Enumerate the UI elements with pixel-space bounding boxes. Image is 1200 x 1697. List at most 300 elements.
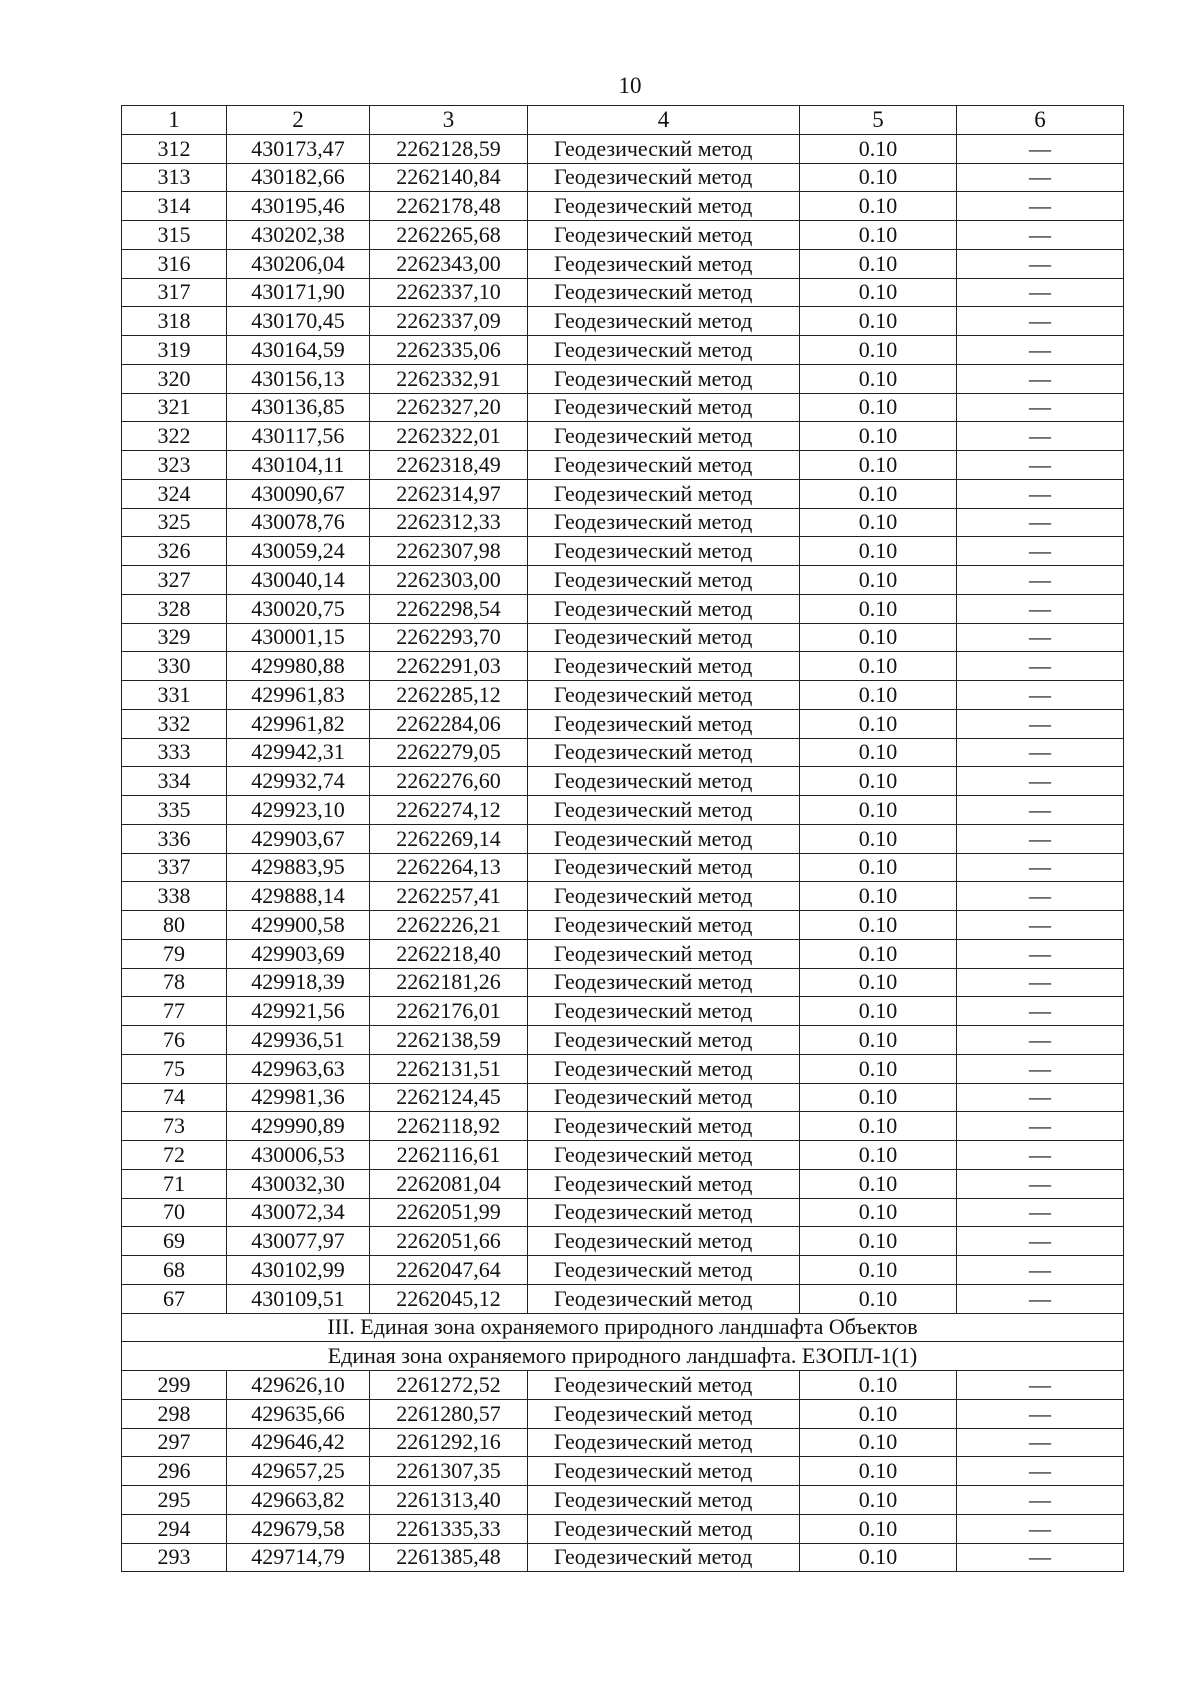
accuracy-cell: 0.10 bbox=[800, 307, 957, 336]
table-row bbox=[122, 1083, 1124, 1112]
x-coordinate-cell: 430078,76 bbox=[227, 508, 370, 537]
note-cell: — bbox=[957, 508, 1124, 537]
point-number-cell: 295 bbox=[122, 1486, 227, 1515]
y-coordinate-cell: 2262176,01 bbox=[370, 997, 528, 1026]
method-cell: Геодезический метод bbox=[528, 1428, 800, 1457]
method-cell: Геодезический метод bbox=[528, 1169, 800, 1198]
method-cell: Геодезический метод bbox=[528, 1486, 800, 1515]
y-coordinate-cell: 2262274,12 bbox=[370, 796, 528, 825]
accuracy-cell: 0.10 bbox=[800, 336, 957, 365]
table-row bbox=[122, 1514, 1124, 1543]
accuracy-cell: 0.10 bbox=[800, 997, 957, 1026]
y-coordinate-cell: 2262285,12 bbox=[370, 681, 528, 710]
subsection-title: Единая зона охраняемого природного ландшафта. ЕЗОПЛ-1(1) bbox=[122, 1342, 1124, 1371]
method-cell: Геодезический метод bbox=[528, 192, 800, 221]
method-cell: Геодезический метод bbox=[528, 738, 800, 767]
table-row bbox=[122, 1399, 1124, 1428]
accuracy-cell: 0.10 bbox=[800, 1169, 957, 1198]
x-coordinate-cell: 430077,97 bbox=[227, 1227, 370, 1256]
note-cell: — bbox=[957, 709, 1124, 738]
point-number-cell: 71 bbox=[122, 1169, 227, 1198]
column-header: 2 bbox=[227, 106, 370, 135]
x-coordinate-cell: 430090,67 bbox=[227, 479, 370, 508]
point-number-cell: 336 bbox=[122, 824, 227, 853]
note-cell: — bbox=[957, 1256, 1124, 1285]
table-row bbox=[122, 1169, 1124, 1198]
note-cell: — bbox=[957, 652, 1124, 681]
note-cell: — bbox=[957, 796, 1124, 825]
note-cell: — bbox=[957, 1227, 1124, 1256]
point-number-cell: 329 bbox=[122, 623, 227, 652]
accuracy-cell: 0.10 bbox=[800, 911, 957, 940]
note-cell: — bbox=[957, 422, 1124, 451]
x-coordinate-cell: 429936,51 bbox=[227, 1026, 370, 1055]
method-cell: Геодезический метод bbox=[528, 1371, 800, 1400]
column-header: 5 bbox=[800, 106, 957, 135]
y-coordinate-cell: 2262116,61 bbox=[370, 1141, 528, 1170]
point-number-cell: 325 bbox=[122, 508, 227, 537]
subsection-title-row bbox=[122, 1342, 1124, 1371]
table-row bbox=[122, 221, 1124, 250]
table-row bbox=[122, 997, 1124, 1026]
x-coordinate-cell: 430102,99 bbox=[227, 1256, 370, 1285]
method-cell: Геодезический метод bbox=[528, 221, 800, 250]
accuracy-cell: 0.10 bbox=[800, 1371, 957, 1400]
y-coordinate-cell: 2262337,09 bbox=[370, 307, 528, 336]
method-cell: Геодезический метод bbox=[528, 1514, 800, 1543]
table-row bbox=[122, 1486, 1124, 1515]
point-number-cell: 312 bbox=[122, 134, 227, 163]
y-coordinate-cell: 2261335,33 bbox=[370, 1514, 528, 1543]
x-coordinate-cell: 430170,45 bbox=[227, 307, 370, 336]
accuracy-cell: 0.10 bbox=[800, 134, 957, 163]
accuracy-cell: 0.10 bbox=[800, 163, 957, 192]
note-cell: — bbox=[957, 364, 1124, 393]
x-coordinate-cell: 430173,47 bbox=[227, 134, 370, 163]
method-cell: Геодезический метод bbox=[528, 709, 800, 738]
x-coordinate-cell: 429921,56 bbox=[227, 997, 370, 1026]
point-number-cell: 296 bbox=[122, 1457, 227, 1486]
accuracy-cell: 0.10 bbox=[800, 1227, 957, 1256]
method-cell: Геодезический метод bbox=[528, 1457, 800, 1486]
x-coordinate-cell: 430117,56 bbox=[227, 422, 370, 451]
y-coordinate-cell: 2262343,00 bbox=[370, 249, 528, 278]
x-coordinate-cell: 429635,66 bbox=[227, 1399, 370, 1428]
table-row bbox=[122, 1198, 1124, 1227]
table-row bbox=[122, 1256, 1124, 1285]
method-cell: Геодезический метод bbox=[528, 1141, 800, 1170]
accuracy-cell: 0.10 bbox=[800, 221, 957, 250]
method-cell: Геодезический метод bbox=[528, 134, 800, 163]
point-number-cell: 315 bbox=[122, 221, 227, 250]
accuracy-cell: 0.10 bbox=[800, 364, 957, 393]
x-coordinate-cell: 429900,58 bbox=[227, 911, 370, 940]
point-number-cell: 294 bbox=[122, 1514, 227, 1543]
y-coordinate-cell: 2261307,35 bbox=[370, 1457, 528, 1486]
y-coordinate-cell: 2262264,13 bbox=[370, 853, 528, 882]
accuracy-cell: 0.10 bbox=[800, 824, 957, 853]
point-number-cell: 298 bbox=[122, 1399, 227, 1428]
table-header-row bbox=[122, 106, 1124, 135]
table-row bbox=[122, 364, 1124, 393]
y-coordinate-cell: 2262181,26 bbox=[370, 968, 528, 997]
accuracy-cell: 0.10 bbox=[800, 796, 957, 825]
x-coordinate-cell: 430164,59 bbox=[227, 336, 370, 365]
note-cell: — bbox=[957, 1141, 1124, 1170]
table-row bbox=[122, 853, 1124, 882]
accuracy-cell: 0.10 bbox=[800, 1054, 957, 1083]
method-cell: Геодезический метод bbox=[528, 278, 800, 307]
point-number-cell: 323 bbox=[122, 451, 227, 480]
accuracy-cell: 0.10 bbox=[800, 566, 957, 595]
table-row bbox=[122, 796, 1124, 825]
point-number-cell: 318 bbox=[122, 307, 227, 336]
x-coordinate-cell: 430040,14 bbox=[227, 566, 370, 595]
point-number-cell: 80 bbox=[122, 911, 227, 940]
method-cell: Геодезический метод bbox=[528, 1256, 800, 1285]
column-header: 1 bbox=[122, 106, 227, 135]
y-coordinate-cell: 2262279,05 bbox=[370, 738, 528, 767]
y-coordinate-cell: 2262051,99 bbox=[370, 1198, 528, 1227]
table-row bbox=[122, 709, 1124, 738]
accuracy-cell: 0.10 bbox=[800, 508, 957, 537]
x-coordinate-cell: 429657,25 bbox=[227, 1457, 370, 1486]
note-cell: — bbox=[957, 623, 1124, 652]
y-coordinate-cell: 2262045,12 bbox=[370, 1284, 528, 1313]
x-coordinate-cell: 430032,30 bbox=[227, 1169, 370, 1198]
note-cell: — bbox=[957, 939, 1124, 968]
x-coordinate-cell: 429942,31 bbox=[227, 738, 370, 767]
point-number-cell: 319 bbox=[122, 336, 227, 365]
point-number-cell: 74 bbox=[122, 1083, 227, 1112]
x-coordinate-cell: 429932,74 bbox=[227, 767, 370, 796]
accuracy-cell: 0.10 bbox=[800, 1141, 957, 1170]
point-number-cell: 293 bbox=[122, 1543, 227, 1572]
y-coordinate-cell: 2262307,98 bbox=[370, 537, 528, 566]
point-number-cell: 333 bbox=[122, 738, 227, 767]
table-row bbox=[122, 738, 1124, 767]
point-number-cell: 67 bbox=[122, 1284, 227, 1313]
x-coordinate-cell: 429961,83 bbox=[227, 681, 370, 710]
x-coordinate-cell: 430072,34 bbox=[227, 1198, 370, 1227]
point-number-cell: 73 bbox=[122, 1112, 227, 1141]
point-number-cell: 332 bbox=[122, 709, 227, 738]
table-row bbox=[122, 882, 1124, 911]
y-coordinate-cell: 2262138,59 bbox=[370, 1026, 528, 1055]
note-cell: — bbox=[957, 163, 1124, 192]
method-cell: Геодезический метод bbox=[528, 537, 800, 566]
method-cell: Геодезический метод bbox=[528, 163, 800, 192]
x-coordinate-cell: 430206,04 bbox=[227, 249, 370, 278]
y-coordinate-cell: 2262118,92 bbox=[370, 1112, 528, 1141]
y-coordinate-cell: 2262226,21 bbox=[370, 911, 528, 940]
note-cell: — bbox=[957, 566, 1124, 595]
note-cell: — bbox=[957, 278, 1124, 307]
y-coordinate-cell: 2262327,20 bbox=[370, 393, 528, 422]
y-coordinate-cell: 2262322,01 bbox=[370, 422, 528, 451]
y-coordinate-cell: 2262298,54 bbox=[370, 594, 528, 623]
section-title-row bbox=[122, 1313, 1124, 1342]
y-coordinate-cell: 2262269,14 bbox=[370, 824, 528, 853]
table-row bbox=[122, 307, 1124, 336]
method-cell: Геодезический метод bbox=[528, 1227, 800, 1256]
method-cell: Геодезический метод bbox=[528, 796, 800, 825]
x-coordinate-cell: 429918,39 bbox=[227, 968, 370, 997]
x-coordinate-cell: 429714,79 bbox=[227, 1543, 370, 1572]
y-coordinate-cell: 2262335,06 bbox=[370, 336, 528, 365]
method-cell: Геодезический метод bbox=[528, 939, 800, 968]
note-cell: — bbox=[957, 451, 1124, 480]
point-number-cell: 316 bbox=[122, 249, 227, 278]
method-cell: Геодезический метод bbox=[528, 1054, 800, 1083]
point-number-cell: 78 bbox=[122, 968, 227, 997]
method-cell: Геодезический метод bbox=[528, 451, 800, 480]
x-coordinate-cell: 430182,66 bbox=[227, 163, 370, 192]
note-cell: — bbox=[957, 1169, 1124, 1198]
accuracy-cell: 0.10 bbox=[800, 479, 957, 508]
x-coordinate-cell: 430006,53 bbox=[227, 1141, 370, 1170]
method-cell: Геодезический метод bbox=[528, 767, 800, 796]
note-cell: — bbox=[957, 1371, 1124, 1400]
x-coordinate-cell: 430136,85 bbox=[227, 393, 370, 422]
table-row bbox=[122, 1227, 1124, 1256]
method-cell: Геодезический метод bbox=[528, 422, 800, 451]
note-cell: — bbox=[957, 1083, 1124, 1112]
x-coordinate-cell: 430104,11 bbox=[227, 451, 370, 480]
table-row bbox=[122, 163, 1124, 192]
method-cell: Геодезический метод bbox=[528, 1083, 800, 1112]
x-coordinate-cell: 430109,51 bbox=[227, 1284, 370, 1313]
y-coordinate-cell: 2261280,57 bbox=[370, 1399, 528, 1428]
table-row bbox=[122, 911, 1124, 940]
method-cell: Геодезический метод bbox=[528, 681, 800, 710]
column-header: 4 bbox=[528, 106, 800, 135]
note-cell: — bbox=[957, 738, 1124, 767]
method-cell: Геодезический метод bbox=[528, 594, 800, 623]
point-number-cell: 317 bbox=[122, 278, 227, 307]
point-number-cell: 70 bbox=[122, 1198, 227, 1227]
method-cell: Геодезический метод bbox=[528, 997, 800, 1026]
point-number-cell: 335 bbox=[122, 796, 227, 825]
note-cell: — bbox=[957, 479, 1124, 508]
y-coordinate-cell: 2261385,48 bbox=[370, 1543, 528, 1572]
note-cell: — bbox=[957, 307, 1124, 336]
accuracy-cell: 0.10 bbox=[800, 422, 957, 451]
note-cell: — bbox=[957, 824, 1124, 853]
point-number-cell: 322 bbox=[122, 422, 227, 451]
note-cell: — bbox=[957, 1457, 1124, 1486]
accuracy-cell: 0.10 bbox=[800, 1399, 957, 1428]
table-row bbox=[122, 1026, 1124, 1055]
accuracy-cell: 0.10 bbox=[800, 1284, 957, 1313]
method-cell: Геодезический метод bbox=[528, 968, 800, 997]
method-cell: Геодезический метод bbox=[528, 911, 800, 940]
note-cell: — bbox=[957, 1543, 1124, 1572]
accuracy-cell: 0.10 bbox=[800, 652, 957, 681]
note-cell: — bbox=[957, 767, 1124, 796]
note-cell: — bbox=[957, 393, 1124, 422]
accuracy-cell: 0.10 bbox=[800, 681, 957, 710]
accuracy-cell: 0.10 bbox=[800, 1256, 957, 1285]
table-row bbox=[122, 1141, 1124, 1170]
point-number-cell: 68 bbox=[122, 1256, 227, 1285]
table-row bbox=[122, 508, 1124, 537]
point-number-cell: 338 bbox=[122, 882, 227, 911]
method-cell: Геодезический метод bbox=[528, 652, 800, 681]
method-cell: Геодезический метод bbox=[528, 364, 800, 393]
y-coordinate-cell: 2262124,45 bbox=[370, 1083, 528, 1112]
note-cell: — bbox=[957, 1198, 1124, 1227]
accuracy-cell: 0.10 bbox=[800, 1457, 957, 1486]
table-row bbox=[122, 652, 1124, 681]
table-row bbox=[122, 1457, 1124, 1486]
point-number-cell: 69 bbox=[122, 1227, 227, 1256]
table-row bbox=[122, 451, 1124, 480]
table-row bbox=[122, 479, 1124, 508]
y-coordinate-cell: 2262051,66 bbox=[370, 1227, 528, 1256]
method-cell: Геодезический метод bbox=[528, 479, 800, 508]
x-coordinate-cell: 429626,10 bbox=[227, 1371, 370, 1400]
point-number-cell: 326 bbox=[122, 537, 227, 566]
table-row bbox=[122, 134, 1124, 163]
note-cell: — bbox=[957, 1486, 1124, 1515]
table-row bbox=[122, 1054, 1124, 1083]
table-row bbox=[122, 1112, 1124, 1141]
y-coordinate-cell: 2262303,00 bbox=[370, 566, 528, 595]
point-number-cell: 72 bbox=[122, 1141, 227, 1170]
table-row bbox=[122, 1543, 1124, 1572]
table-row bbox=[122, 968, 1124, 997]
table-row bbox=[122, 192, 1124, 221]
point-number-cell: 331 bbox=[122, 681, 227, 710]
table-row bbox=[122, 939, 1124, 968]
accuracy-cell: 0.10 bbox=[800, 594, 957, 623]
point-number-cell: 327 bbox=[122, 566, 227, 595]
point-number-cell: 76 bbox=[122, 1026, 227, 1055]
section-title: III. Единая зона охраняемого природного ландшафта Объектов bbox=[122, 1313, 1124, 1342]
note-cell: — bbox=[957, 537, 1124, 566]
note-cell: — bbox=[957, 1514, 1124, 1543]
table-row bbox=[122, 681, 1124, 710]
y-coordinate-cell: 2262178,48 bbox=[370, 192, 528, 221]
x-coordinate-cell: 430001,15 bbox=[227, 623, 370, 652]
page-number: 10 bbox=[618, 73, 642, 98]
table-row bbox=[122, 767, 1124, 796]
column-header: 6 bbox=[957, 106, 1124, 135]
x-coordinate-cell: 430059,24 bbox=[227, 537, 370, 566]
x-coordinate-cell: 429961,82 bbox=[227, 709, 370, 738]
note-cell: — bbox=[957, 249, 1124, 278]
accuracy-cell: 0.10 bbox=[800, 1428, 957, 1457]
accuracy-cell: 0.10 bbox=[800, 278, 957, 307]
table-row bbox=[122, 278, 1124, 307]
note-cell: — bbox=[957, 134, 1124, 163]
point-number-cell: 337 bbox=[122, 853, 227, 882]
table-row bbox=[122, 566, 1124, 595]
point-number-cell: 324 bbox=[122, 479, 227, 508]
accuracy-cell: 0.10 bbox=[800, 1198, 957, 1227]
method-cell: Геодезический метод bbox=[528, 1399, 800, 1428]
method-cell: Геодезический метод bbox=[528, 882, 800, 911]
note-cell: — bbox=[957, 1399, 1124, 1428]
note-cell: — bbox=[957, 911, 1124, 940]
point-number-cell: 299 bbox=[122, 1371, 227, 1400]
point-number-cell: 79 bbox=[122, 939, 227, 968]
y-coordinate-cell: 2262257,41 bbox=[370, 882, 528, 911]
table-row bbox=[122, 623, 1124, 652]
point-number-cell: 334 bbox=[122, 767, 227, 796]
y-coordinate-cell: 2262291,03 bbox=[370, 652, 528, 681]
table-row bbox=[122, 336, 1124, 365]
accuracy-cell: 0.10 bbox=[800, 249, 957, 278]
point-number-cell: 77 bbox=[122, 997, 227, 1026]
x-coordinate-cell: 429903,69 bbox=[227, 939, 370, 968]
y-coordinate-cell: 2262276,60 bbox=[370, 767, 528, 796]
method-cell: Геодезический метод bbox=[528, 1284, 800, 1313]
y-coordinate-cell: 2262337,10 bbox=[370, 278, 528, 307]
table-row bbox=[122, 1371, 1124, 1400]
note-cell: — bbox=[957, 968, 1124, 997]
method-cell: Геодезический метод bbox=[528, 508, 800, 537]
accuracy-cell: 0.10 bbox=[800, 853, 957, 882]
point-number-cell: 75 bbox=[122, 1054, 227, 1083]
note-cell: — bbox=[957, 882, 1124, 911]
point-number-cell: 330 bbox=[122, 652, 227, 681]
point-number-cell: 297 bbox=[122, 1428, 227, 1457]
note-cell: — bbox=[957, 853, 1124, 882]
table-row bbox=[122, 537, 1124, 566]
accuracy-cell: 0.10 bbox=[800, 1486, 957, 1515]
method-cell: Геодезический метод bbox=[528, 1026, 800, 1055]
accuracy-cell: 0.10 bbox=[800, 1112, 957, 1141]
x-coordinate-cell: 429990,89 bbox=[227, 1112, 370, 1141]
method-cell: Геодезический метод bbox=[528, 249, 800, 278]
y-coordinate-cell: 2262047,64 bbox=[370, 1256, 528, 1285]
accuracy-cell: 0.10 bbox=[800, 709, 957, 738]
method-cell: Геодезический метод bbox=[528, 336, 800, 365]
point-number-cell: 313 bbox=[122, 163, 227, 192]
column-header: 3 bbox=[370, 106, 528, 135]
note-cell: — bbox=[957, 221, 1124, 250]
method-cell: Геодезический метод bbox=[528, 824, 800, 853]
accuracy-cell: 0.10 bbox=[800, 939, 957, 968]
note-cell: — bbox=[957, 681, 1124, 710]
accuracy-cell: 0.10 bbox=[800, 968, 957, 997]
accuracy-cell: 0.10 bbox=[800, 1514, 957, 1543]
table-row bbox=[122, 824, 1124, 853]
table-row bbox=[122, 422, 1124, 451]
note-cell: — bbox=[957, 192, 1124, 221]
y-coordinate-cell: 2261272,52 bbox=[370, 1371, 528, 1400]
x-coordinate-cell: 429663,82 bbox=[227, 1486, 370, 1515]
accuracy-cell: 0.10 bbox=[800, 738, 957, 767]
table-row bbox=[122, 594, 1124, 623]
method-cell: Геодезический метод bbox=[528, 566, 800, 595]
x-coordinate-cell: 430171,90 bbox=[227, 278, 370, 307]
y-coordinate-cell: 2262318,49 bbox=[370, 451, 528, 480]
y-coordinate-cell: 2262081,04 bbox=[370, 1169, 528, 1198]
point-number-cell: 320 bbox=[122, 364, 227, 393]
accuracy-cell: 0.10 bbox=[800, 393, 957, 422]
note-cell: — bbox=[957, 1112, 1124, 1141]
note-cell: — bbox=[957, 1284, 1124, 1313]
x-coordinate-cell: 429980,88 bbox=[227, 652, 370, 681]
y-coordinate-cell: 2262312,33 bbox=[370, 508, 528, 537]
x-coordinate-cell: 429903,67 bbox=[227, 824, 370, 853]
method-cell: Геодезический метод bbox=[528, 853, 800, 882]
point-number-cell: 328 bbox=[122, 594, 227, 623]
y-coordinate-cell: 2262314,97 bbox=[370, 479, 528, 508]
